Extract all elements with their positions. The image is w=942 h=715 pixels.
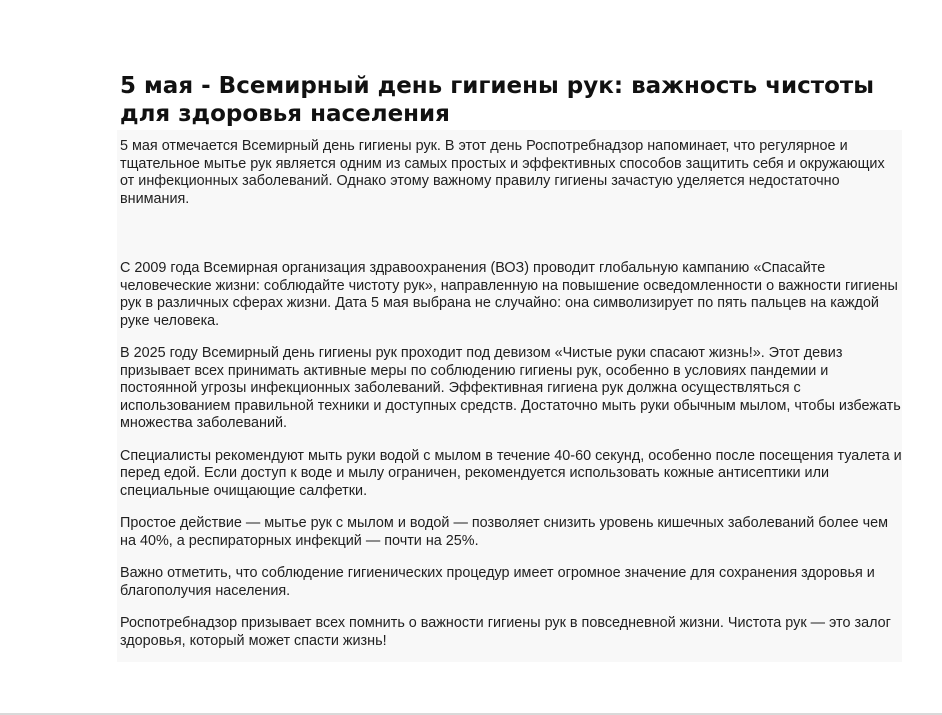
paragraph-spacer	[120, 550, 902, 565]
article-paragraph-2: С 2009 года Всемирная организация здравоохранения (ВОЗ) проводит глобальную кампанию «Спасайте человеческие жизни: соблюдайте чистоту рук», направленную на повышение осведомленности о важности гигиены рук в различных сферах жизни. Дата 5 мая выбрана не случайно: она символизирует по пять пальцев на каждой руке человека.	[120, 260, 898, 329]
article-title: 5 мая - Всемирный день гигиены рук: важность чистоты для здоровья населения	[117, 72, 902, 130]
article-paragraph-1: 5 мая отмечается Всемирный день гигиены рук. В этот день Роспотребнадзор напоминает, что регулярное и тщательное мытье рук является одним из самых простых и эффективных способов защитить себя и окружающих от инфекционных заболеваний. Однако этому важному правилу гигиены зачастую уделяется недостаточно внимания.	[120, 138, 885, 207]
article-paragraph-3: В 2025 году Всемирный день гигиены рук проходит под девизом «Чистые руки спасают жизнь!». Этот девиз призывает всех принимать активные меры по соблюдению гигиены рук, особенно в условиях пандемии и постоянной угрозы инфекционных заболеваний. Эффективная гигиена рук должна осуществляться с использованием правильной техники и доступных средств. Достаточно мыть руки обычным мылом, чтобы избежать множества заболеваний.	[120, 345, 901, 431]
paragraph-spacer	[120, 600, 902, 615]
article-paragraph-6: Важно отметить, что соблюдение гигиенических процедур имеет огромное значение для сохранения здоровья и благополучия населения.	[120, 565, 875, 599]
paragraph-spacer	[120, 208, 902, 260]
paragraph-spacer	[120, 330, 902, 345]
article-paragraph-5: Простое действие — мытье рук с мылом и водой — позволяет снизить уровень кишечных заболеваний более чем на 40%, а респираторных инфекций — почти на 25%.	[120, 515, 888, 549]
paragraph-spacer	[120, 433, 902, 448]
article-paragraph-7: Роспотребнадзор призывает всех помнить о важности гигиены рук в повседневной жизни. Чистота рук — это залог здоровья, который может спасти жизнь!	[120, 615, 891, 649]
article-paragraph-4: Специалисты рекомендуют мыть руки водой с мылом в течение 40-60 секунд, особенно после посещения туалета и перед едой. Если доступ к воде и мылу ограничен, рекомендуется использовать кожные антисептики или специальные очищающие салфетки.	[120, 447, 902, 499]
paragraph-spacer	[120, 500, 902, 515]
article	[117, 72, 902, 662]
